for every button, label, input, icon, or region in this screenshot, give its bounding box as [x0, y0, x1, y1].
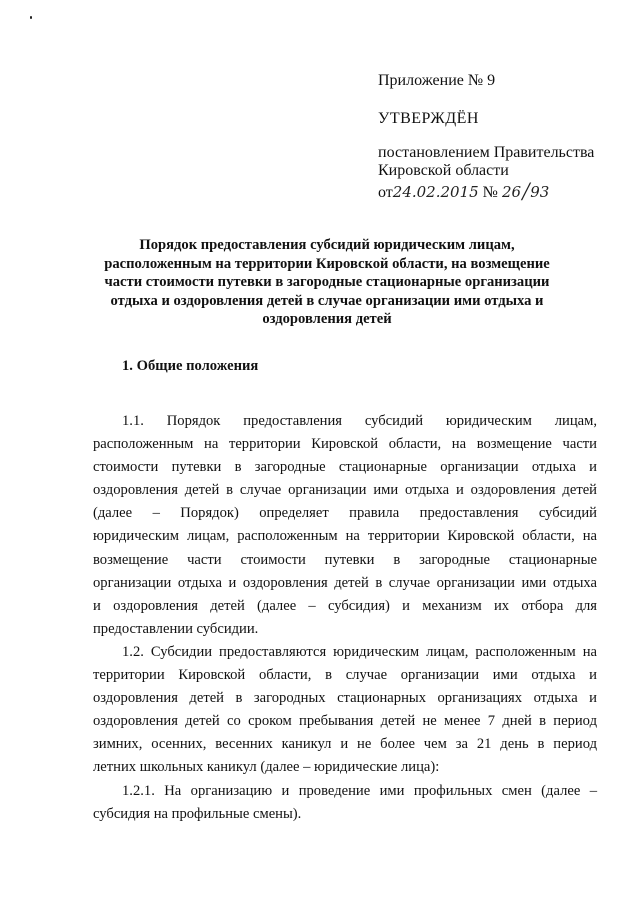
decree-number-label: №	[482, 184, 498, 201]
decree-slash: /	[522, 177, 530, 206]
title-line-3: части стоимости путевки в загородные стационарные организации	[104, 274, 550, 290]
decree-from-label: от	[378, 184, 393, 201]
paragraph-1-1	[93, 410, 597, 641]
paragraph-line: оздоровления детей в случае организации ими отдыха и оздоровления детей	[93, 482, 597, 499]
paragraph-1-2-1	[93, 780, 597, 826]
document-title	[100, 236, 554, 329]
annex-number: Приложение № 9	[378, 72, 496, 89]
decree-line-1: постановлением Правительства	[378, 144, 595, 161]
scan-speck	[30, 16, 32, 19]
paragraph-line: (далее – Порядок) определяет правила предоставления субсидий	[93, 505, 597, 522]
paragraph-line: 1.2. Субсидии предоставляются юридическим лицам, расположенным на	[122, 644, 597, 660]
decree-number-a-handwritten: 26	[501, 183, 522, 201]
paragraph-line: зимних, осенних, весенних каникул и не более чем за 21 день в период	[93, 736, 597, 753]
paragraph-line: стоимости путевки в загородные стационарные организации отдыха и	[93, 459, 597, 476]
paragraph-line: возмещение части стоимости путевки в загородные стационарные	[93, 551, 597, 568]
paragraph-line: субсидия на профильные смены).	[93, 806, 302, 823]
decree-number-b-handwritten: 93	[530, 183, 550, 201]
title-line-5: оздоровления детей	[262, 311, 392, 327]
paragraph-line: оздоровления детей со сроком пребывания детей не менее 7 дней в период	[93, 713, 597, 730]
paragraph-line: 1.1. Порядок предоставления субсидий юридическим лицам,	[122, 413, 597, 429]
paragraph-line: расположенным на территории Кировской области, на возмещение части	[93, 436, 597, 453]
paragraph-line: и оздоровления детей (далее – субсидия) и механизм их отбора для	[93, 597, 597, 614]
paragraph-line: предоставлении субсидии.	[93, 620, 259, 637]
decree-line-2: Кировской области	[378, 162, 509, 179]
paragraph-line: юридическим лицам, расположенным на территории Кировской области, на	[93, 528, 597, 545]
approval-block	[378, 72, 628, 206]
title-line-4: отдыха и оздоровления детей в случае организации ими отдыха и	[110, 292, 544, 309]
decree-reference	[378, 144, 628, 206]
decree-date-handwritten: 24.02.2015	[392, 183, 479, 201]
title-line-2: расположенным на территории Кировской области, на возмещение	[104, 255, 550, 272]
paragraph-line: летних школьных каникул (далее – юридические лица):	[93, 759, 440, 776]
title-line-1: Порядок предоставления субсидий юридическим лицам,	[139, 237, 515, 253]
paragraph-line: 1.2.1. На организацию и проведение ими профильных смен (далее –	[122, 783, 597, 799]
approved-stamp-text: УТВЕРЖДЁН	[378, 110, 479, 127]
paragraph-line: организации отдыха и оздоровления детей в случае организации ими отдыха	[93, 574, 597, 591]
section-heading: 1. Общие положения	[122, 358, 259, 374]
decree-date-line	[378, 177, 628, 206]
paragraph-1-2	[93, 641, 597, 780]
paragraph-line: оздоровления детей в загородных стационарных организациях отдыха и	[93, 690, 597, 707]
paragraph-line: территории Кировской области, в случае организации ими отдыха и	[93, 667, 597, 684]
